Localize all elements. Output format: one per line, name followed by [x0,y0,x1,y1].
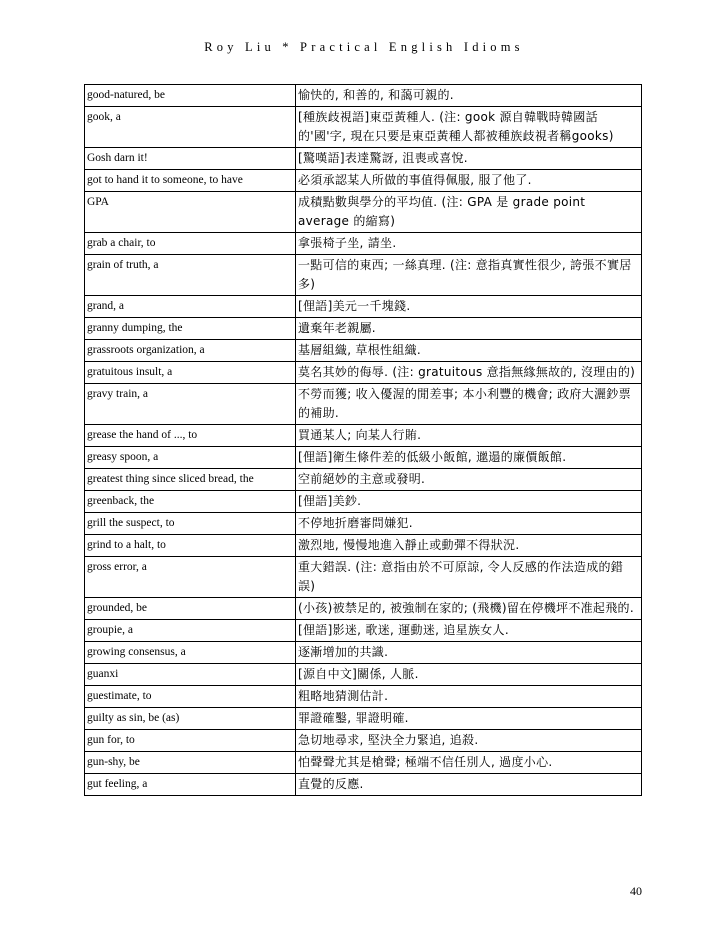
meaning-cell: 怕聲聲尤其是槍聲; 極端不信任別人, 過度小心. [296,752,642,774]
meaning-cell: [俚語]影迷, 歌迷, 運動迷, 追星族女人. [296,620,642,642]
idiom-cell: gravy train, a [85,384,296,425]
table-row [85,513,642,535]
table-row [85,664,642,686]
idiom-cell: growing consensus, a [85,642,296,664]
table-row [85,686,642,708]
meaning-cell: 重大錯誤. (注: 意指由於不可原諒, 令人反感的作法造成的錯誤) [296,557,642,598]
table-row [85,620,642,642]
meaning-cell: 不停地折磨審問嫌犯. [296,513,642,535]
idiom-cell: grab a chair, to [85,233,296,255]
table-row [85,535,642,557]
meaning-cell: 直覺的反應. [296,774,642,796]
table-row [85,447,642,469]
table-row [85,730,642,752]
idiom-cell: greatest thing since sliced bread, the [85,469,296,491]
meaning-cell: 愉快的, 和善的, 和藹可親的. [296,85,642,107]
idiom-cell: gun for, to [85,730,296,752]
idiom-cell: gratuitous insult, a [85,362,296,384]
idiom-cell: GPA [85,192,296,233]
idiom-cell: grain of truth, a [85,255,296,296]
table-row [85,340,642,362]
meaning-cell: 空前絕妙的主意或發明. [296,469,642,491]
meaning-cell: 拿張椅子坐, 請坐. [296,233,642,255]
table-row [85,85,642,107]
table-row [85,362,642,384]
idiom-cell: guilty as sin, be (as) [85,708,296,730]
meaning-cell: 激烈地, 慢慢地進入靜止或動彈不得狀況. [296,535,642,557]
page-number: 40 [630,884,642,898]
meaning-cell: 不勞而獲; 收入優渥的閒差事; 本小利豐的機會; 政府大灑鈔票的補助. [296,384,642,425]
meaning-cell: [種族歧視語]東亞黃種人. (注: gook 源自韓戰時韓國話的'國'字, 現在只要是東亞黃種人都被種族歧視者稱gooks) [296,107,642,148]
idiom-table [84,84,642,796]
idiom-cell: guanxi [85,664,296,686]
idiom-cell: greenback, the [85,491,296,513]
table-row [85,557,642,598]
idiom-cell: grind to a halt, to [85,535,296,557]
table-row [85,192,642,233]
meaning-cell: 基層組織, 草根性組織. [296,340,642,362]
idiom-cell: gut feeling, a [85,774,296,796]
idiom-cell: grease the hand of ..., to [85,425,296,447]
meaning-cell: 粗略地猜測估計. [296,686,642,708]
idiom-cell: gun-shy, be [85,752,296,774]
table-row [85,642,642,664]
meaning-cell: [俚語]衛生條件差的低級小飯館, 邋遢的廉價飯館. [296,447,642,469]
meaning-cell: (小孩)被禁足的, 被強制在家的; (飛機)留在停機坪不准起飛的. [296,598,642,620]
running-header: Roy Liu * Practical English Idioms [204,40,524,54]
meaning-cell: [驚嘆語]表達驚訝, 沮喪或喜悅. [296,148,642,170]
idiom-table-body [85,85,642,796]
idiom-cell: Gosh darn it! [85,148,296,170]
meaning-cell: 買通某人; 向某人行賄. [296,425,642,447]
table-row [85,318,642,340]
idiom-cell: good-natured, be [85,85,296,107]
table-row [85,255,642,296]
idiom-cell: guestimate, to [85,686,296,708]
idiom-cell: granny dumping, the [85,318,296,340]
idiom-cell: grassroots organization, a [85,340,296,362]
table-row [85,425,642,447]
meaning-cell: [俚語]美元一千塊錢. [296,296,642,318]
meaning-cell: 罪證確鑿, 罪證明確. [296,708,642,730]
table-row [85,148,642,170]
meaning-cell: [俚語]美鈔. [296,491,642,513]
meaning-cell: 莫名其妙的侮辱. (注: gratuitous 意指無緣無故的, 沒理由的) [296,362,642,384]
idiom-cell: got to hand it to someone, to have [85,170,296,192]
idiom-cell: groupie, a [85,620,296,642]
meaning-cell: 遺棄年老親屬. [296,318,642,340]
table-row [85,708,642,730]
meaning-cell: 急切地尋求, 堅決全力緊追, 追殺. [296,730,642,752]
table-row [85,384,642,425]
table-row [85,469,642,491]
meaning-cell: 逐漸增加的共識. [296,642,642,664]
idiom-cell: gross error, a [85,557,296,598]
idiom-cell: grill the suspect, to [85,513,296,535]
meaning-cell: 成積點數與學分的平均值. (注: GPA 是 grade point average 的縮寫) [296,192,642,233]
table-row [85,774,642,796]
table-row [85,233,642,255]
table-row [85,107,642,148]
idiom-cell: gook, a [85,107,296,148]
idiom-cell: grounded, be [85,598,296,620]
meaning-cell: [源自中文]關係, 人脈. [296,664,642,686]
table-row [85,752,642,774]
idiom-cell: greasy spoon, a [85,447,296,469]
table-row [85,598,642,620]
idiom-cell: grand, a [85,296,296,318]
meaning-cell: 一點可信的東西; 一絲真理. (注: 意指真實性很少, 誇張不實居多) [296,255,642,296]
table-row [85,296,642,318]
table-row [85,170,642,192]
table-row [85,491,642,513]
meaning-cell: 必須承認某人所做的事值得佩服, 服了他了. [296,170,642,192]
